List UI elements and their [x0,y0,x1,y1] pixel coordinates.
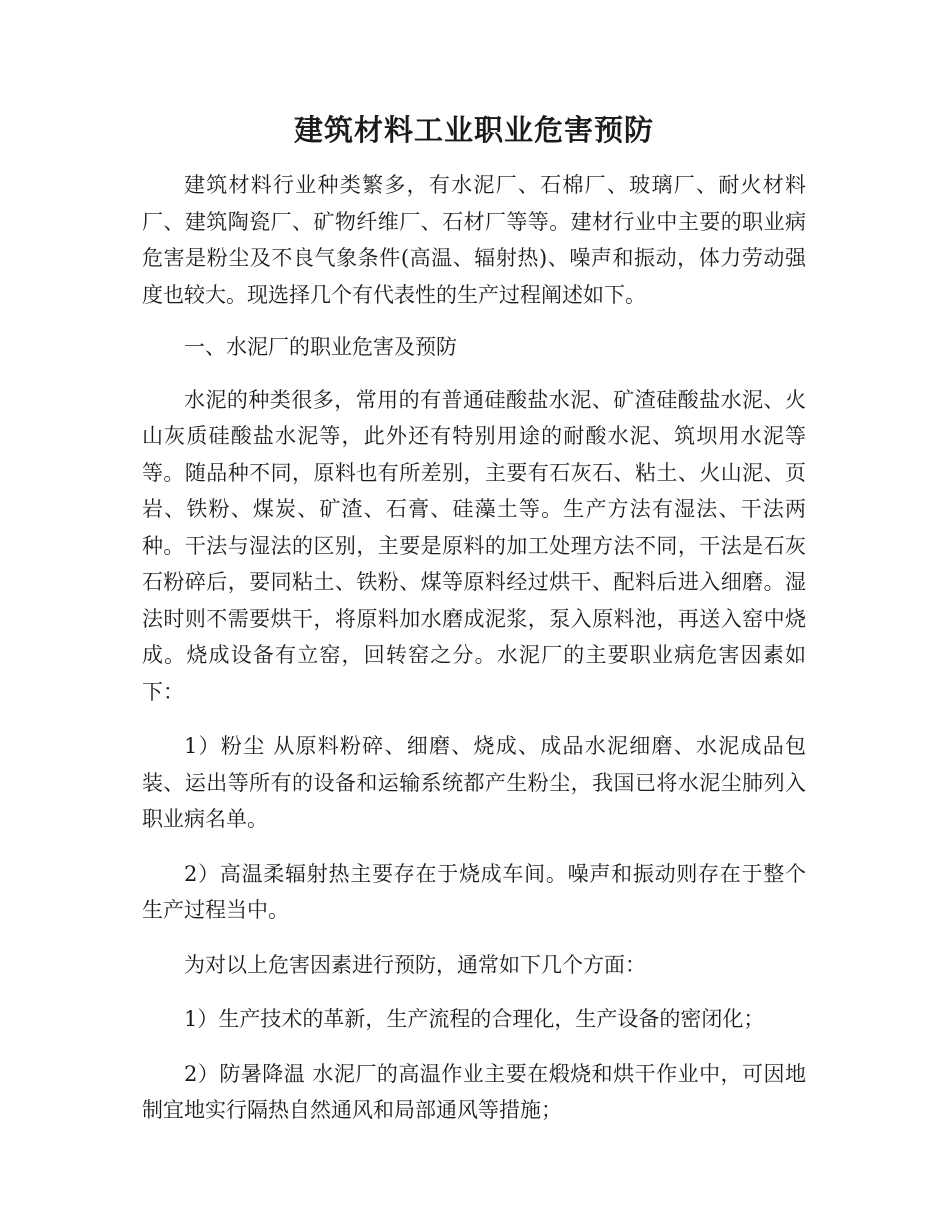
paragraph-cement-overview: 水泥的种类很多，常用的有普通硅酸盐水泥、矿渣硅酸盐水泥、火山灰质硅酸盐水泥等，此外还有特别用途的耐酸水泥、筑坝用水泥等等。随品种不同，原料也有所差别，主要有石灰石、粘土、火山泥、页岩、铁粉、煤炭、矿渣、石膏、硅藻土等。生产方法有湿法、干法两种。干法与湿法的区别，主要是原料的加工处理方法不同，干法是石灰石粉碎后，要同粘土、铁粉、煤等原料经过烘干、配料后进入细磨。湿法时则不需要烘干，将原料加水磨成泥浆，泵入原料池，再送入窑中烧成。烧成设备有立窑，回转窑之分。水泥厂的主要职业病危害因素如下： [142,387,806,704]
document-page [142,108,806,1129]
paragraph-heat-noise: 2）高温柔辐射热主要存在于烧成车间。噪声和振动则存在于整个生产过程当中。 [142,861,806,922]
paragraph-prevention-intro: 为对以上危害因素进行预防，通常如下几个方面： [184,952,646,977]
paragraph-prevention-1: 1）生产技术的革新，生产流程的合理化，生产设备的密闭化； [184,1007,765,1031]
paragraph-dust: 1）粉尘 从原料粉碎、细磨、烧成、成品水泥细磨、水泥成品包装、运出等所有的设备和运输系统都产生粉尘，我国已将水泥尘肺列入职业病名单。 [142,734,806,831]
paragraph-intro: 建筑材料行业种类繁多，有水泥厂、石棉厂、玻璃厂、耐火材料厂、建筑陶瓷厂、矿物纤维厂、石材厂等等。建材行业中主要的职业病危害是粉尘及不良气象条件(高温、辐射热)、噪声和振动，体力劳动强度也较大。现选择几个有代表性的生产过程阐述如下。 [142,173,806,307]
paragraph-prevention-2: 2）防暑降温 水泥厂的高温作业主要在煅烧和烘干作业中，可因地制宜地实行隔热自然通风和局部通风等措施； [142,1061,806,1122]
document-title: 建筑材料工业职业危害预防 [293,113,654,147]
section-heading-cement-plant: 一、水泥厂的职业危害及预防 [184,335,457,359]
